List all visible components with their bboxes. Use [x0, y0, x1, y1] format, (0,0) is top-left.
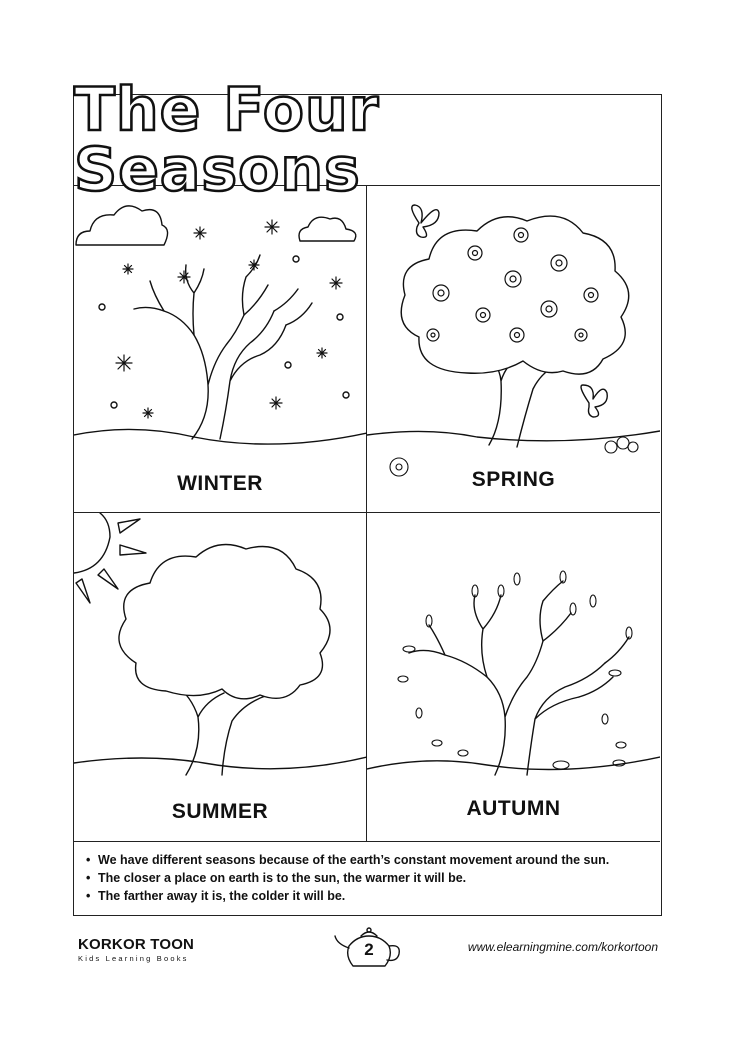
fact-item: • We have different seasons because of the earth’s constant movement around the sun. — [98, 851, 650, 869]
leafy-tree-sun-icon — [74, 513, 367, 841]
season-label-summer: SUMMER — [171, 800, 269, 823]
page-number: 2 — [364, 940, 374, 959]
page-title: The Four Seasons — [74, 75, 380, 205]
worksheet — [73, 75, 662, 916]
season-label-winter: WINTER — [177, 472, 263, 495]
fact-item: • The closer a place on earth is to the sun, the warmer it will be. — [98, 869, 650, 887]
facts-box — [74, 841, 660, 915]
seasons-grid — [74, 185, 660, 841]
bare-tree-snow-icon — [74, 185, 367, 513]
brand-logo — [78, 936, 194, 963]
season-panel-spring — [367, 185, 660, 513]
season-panel-summer — [74, 513, 367, 841]
brand-tagline: Kids Learning Books — [78, 954, 189, 963]
season-label-spring: SPRING — [471, 468, 556, 491]
page-number-badge — [333, 926, 405, 970]
flowering-tree-icon — [367, 185, 660, 513]
season-panel-autumn — [367, 513, 660, 841]
falling-leaves-tree-icon — [367, 513, 660, 841]
website-link[interactable]: www.elearningmine.com/korkortoon — [467, 940, 658, 954]
season-panel-winter — [74, 185, 367, 513]
facts-list — [84, 851, 650, 905]
brand-name: KORKOR TOON — [78, 936, 195, 953]
fact-item: • The farther away it is, the colder it will be. — [98, 887, 650, 905]
season-label-autumn: AUTUMN — [466, 797, 561, 820]
title-banner — [74, 75, 660, 205]
